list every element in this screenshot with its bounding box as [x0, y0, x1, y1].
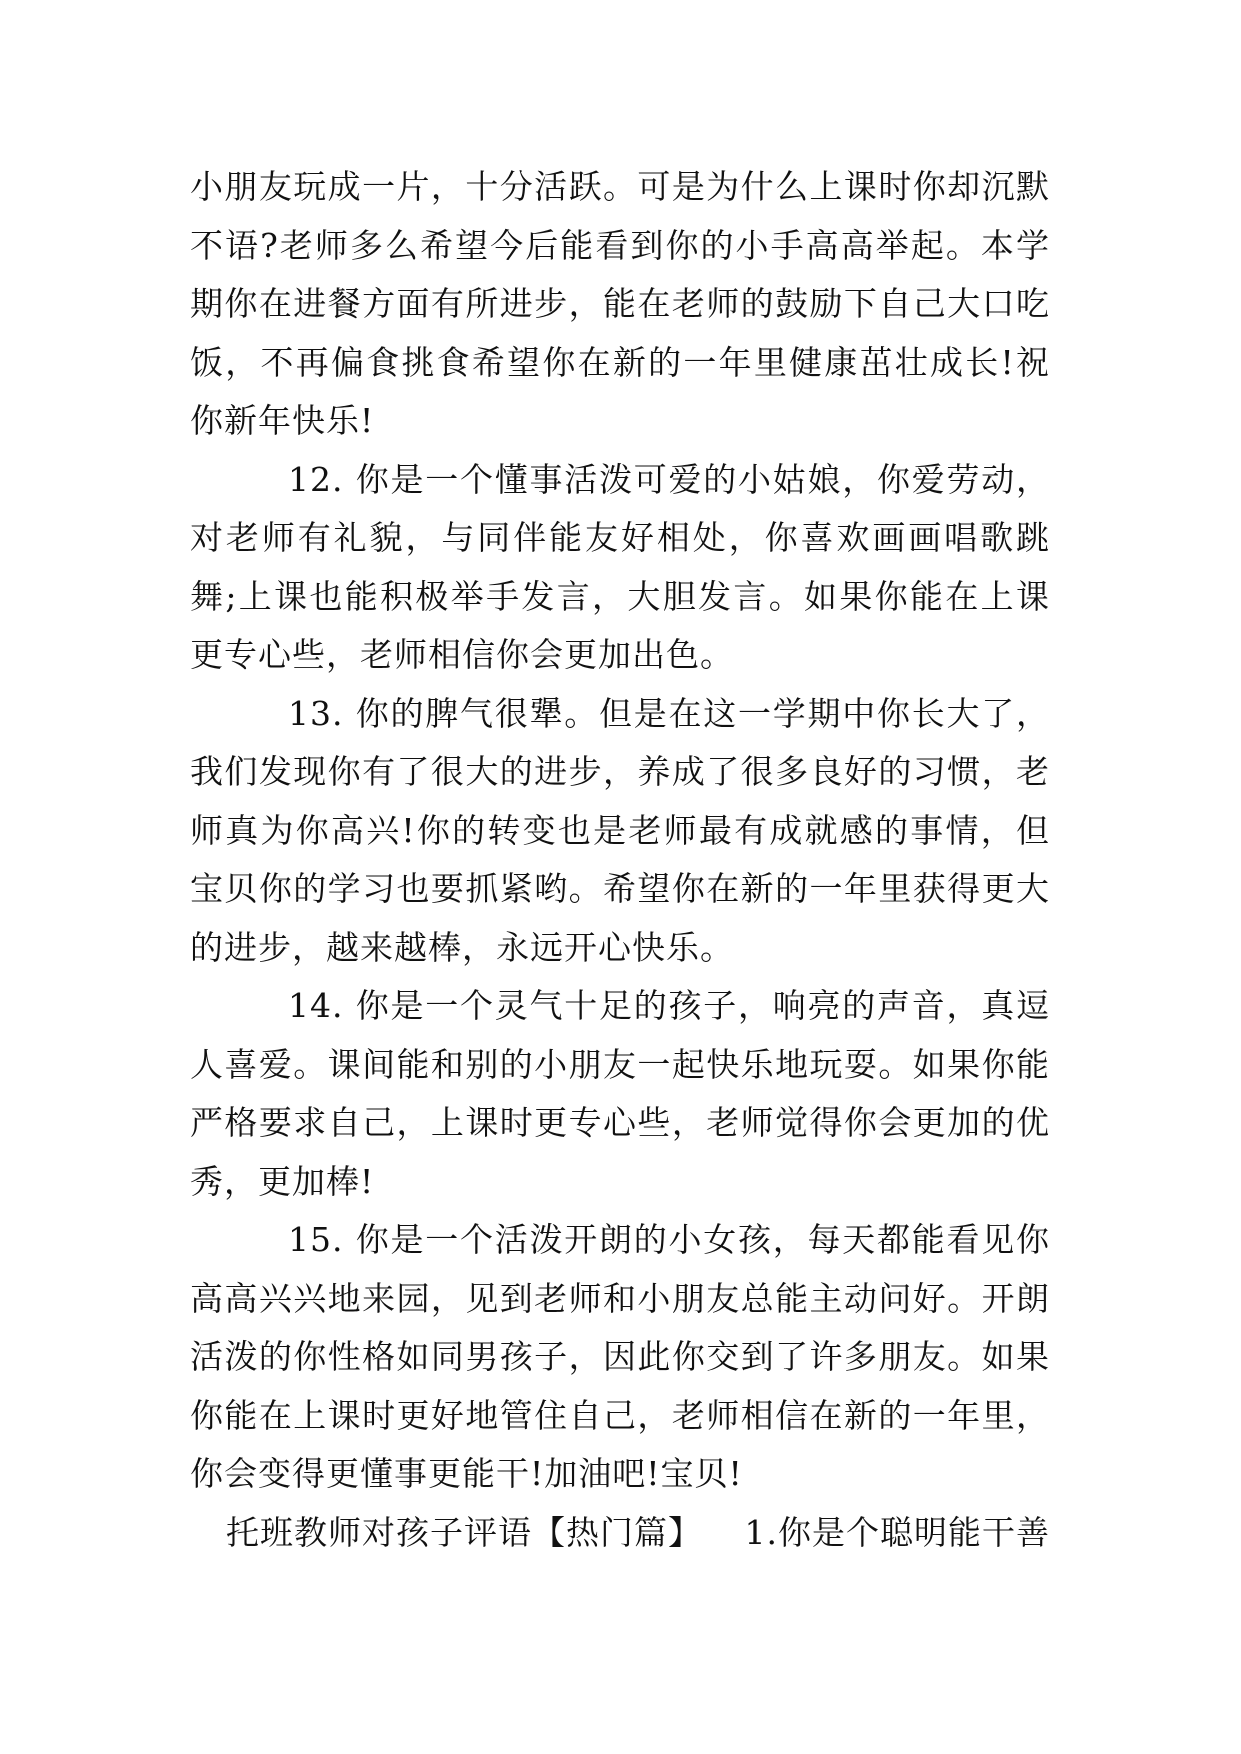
paragraph-item-13: 13. 你的脾气很犟。但是在这一学期中你长大了，我们发现你有了很大的进步，养成了很多良好的习惯，老师真为你高兴!你的转变也是老师最有成就感的事情，但宝贝你的学习也要抓紧哟。希望你在新的一年里获得更大的进步，越来越棒，永远开心快乐。 — [190, 693, 1050, 967]
paragraph-continued: 小朋友玩成一片，十分活跃。可是为什么上课时你却沉默不语?老师多么希望今后能看到你的小手高高举起。本学期你在进餐方面有所进步，能在老师的鼓励下自己大口吃饭，不再偏食挑食希望你在新的一年里健康茁壮成长!祝你新年快乐! — [190, 167, 1050, 440]
section-heading-line — [190, 1504, 1050, 1562]
section-first-item: 1.你是个聪明能干善 — [744, 1512, 1050, 1552]
document-body — [190, 158, 1050, 1562]
section-title: 托班教师对孩子评语【热门篇】 — [226, 1512, 702, 1552]
paragraph-item-15: 15. 你是一个活泼开朗的小女孩，每天都能看见你高高兴兴地来园，见到老师和小朋友总能主动问好。开朗活泼的你性格如同男孩子，因此你交到了许多朋友。如果你能在上课时更好地管住自己，老师相信在新的一年里，你会变得更懂事更能干!加油吧!宝贝! — [190, 1220, 1050, 1493]
paragraph-item-14: 14. 你是一个灵气十足的孩子，响亮的声音，真逗人喜爱。课间能和别的小朋友一起快乐地玩耍。如果你能严格要求自己，上课时更专心些，老师觉得你会更加的优秀，更加棒! — [190, 986, 1050, 1201]
paragraph-item-12: 12. 你是一个懂事活泼可爱的小姑娘，你爱劳动，对老师有礼貌，与同伴能友好相处，你喜欢画画唱歌跳舞;上课也能积极举手发言，大胆发言。如果你能在上课更专心些，老师相信你会更加出色。 — [190, 459, 1050, 674]
